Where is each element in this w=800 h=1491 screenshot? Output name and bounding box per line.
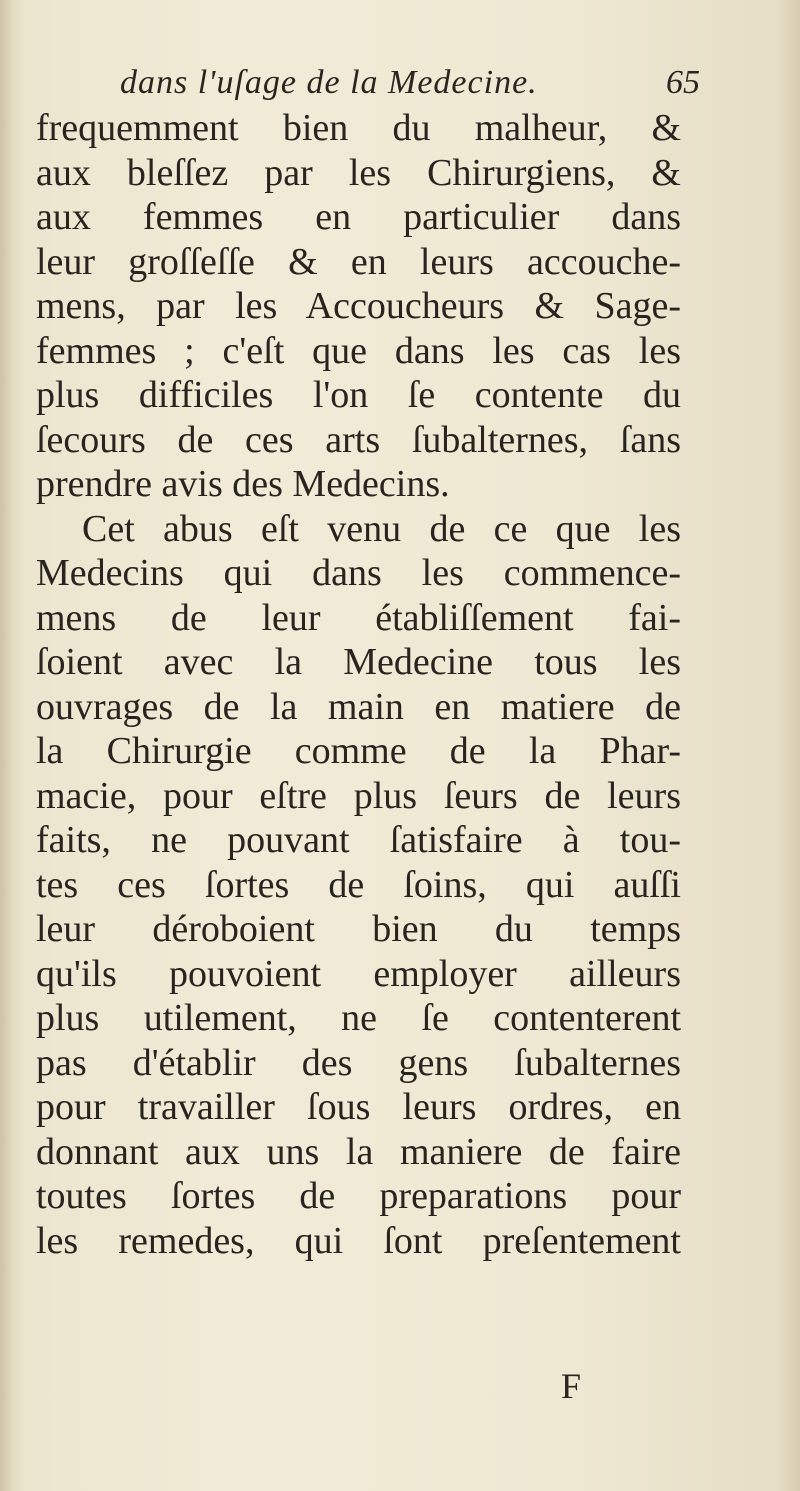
text-line: leur groſſeſſe & en leurs accouche- (36, 240, 681, 283)
running-title: dans l'uſage de la Medecine. (120, 64, 538, 101)
text-line: donnant aux uns la maniere de faire (36, 1130, 681, 1173)
text-line: Cet abus eſt venu de ce que les (82, 507, 681, 550)
text-line: tes ces ſortes de ſoins, qui auſſi (36, 863, 681, 906)
text-line: toutes ſortes de preparations pour (36, 1175, 681, 1217)
text-line: ſecours de ces arts ſubalternes, ſans (36, 418, 681, 461)
text-line: femmes ; c'eſt que dans les cas les (36, 329, 681, 372)
page-number: 65 (666, 64, 700, 101)
text-line: aux bleſſez par les Chirurgiens, & (36, 151, 681, 194)
text-line: mens de leur établiſſement fai- (36, 596, 681, 639)
text-line: pas d'établir des gens ſubalternes (36, 1041, 681, 1084)
text-line: pour travailler ſous leurs ordres, en (36, 1086, 681, 1128)
text-line: aux femmes en particulier dans (36, 196, 681, 238)
page-header (120, 64, 700, 112)
body-text (36, 106, 681, 1263)
text-line: les remedes, qui ſont preſentement (36, 1219, 681, 1262)
text-line: Medecins qui dans les commence- (36, 552, 681, 594)
text-line: plus difficiles l'on ſe contente du (36, 374, 681, 416)
page-gutter-shadow (0, 0, 12, 1491)
text-line: ouvrages de la main en matiere de (36, 685, 681, 728)
text-line: mens, par les Accoucheurs & Sage- (36, 285, 681, 327)
text-line: frequemment bien du malheur, & (36, 107, 681, 149)
text-line: plus utilement, ne ſe contenterent (36, 997, 681, 1039)
text-line: macie, pour eſtre plus ſeurs de leurs (36, 774, 681, 817)
text-line: faits, ne pouvant ſatisfaire à tou- (36, 819, 681, 861)
text-line: prendre avis des Medecins. (36, 463, 450, 505)
text-line: qu'ils pouvoient employer ailleurs (36, 952, 681, 995)
text-line: leur déroboient bien du temps (36, 908, 681, 950)
signature-mark: F (561, 1366, 582, 1406)
text-line: ſoient avec la Medecine tous les (36, 641, 681, 683)
text-line: la Chirurgie comme de la Phar- (36, 730, 681, 772)
